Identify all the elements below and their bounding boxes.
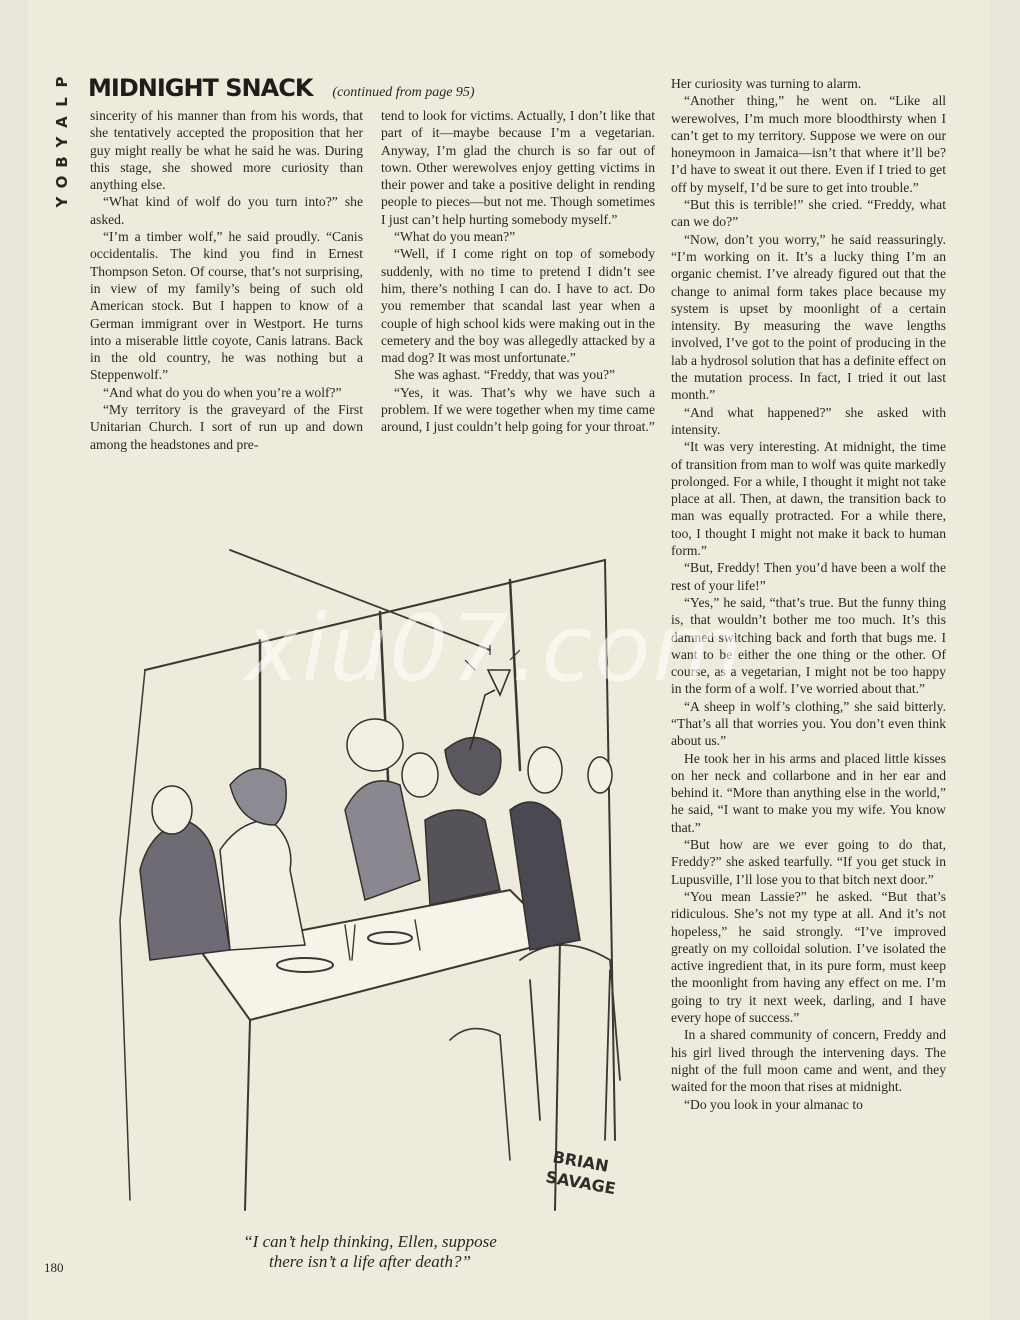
- magazine-name-vertical: [52, 72, 72, 212]
- paragraph: “I’m a timber wolf,” he said proudly. “Canis occidentalis. The kind you find in Ernest Thompson Seton. Of course, that’s not surprising, in view of my family’s being of such old American stock. But I happen to know of a German immigrant over in Westport. He turns into a miserable little coyote, Canis latrans. Back in the old country, he was nothing but a Steppenwolf.”: [90, 229, 363, 383]
- paragraph: “Yes, it was. That’s why we have such a problem. If we were together when my time came around, I just couldn’t help going for your throat.”: [381, 384, 655, 435]
- paragraph: She was aghast. “Freddy, that was you?”: [394, 367, 616, 383]
- paragraph: “My territory is the graveyard of the First Unitarian Church. I sort of run up and down among the headstones and pre-: [90, 402, 363, 452]
- paragraph: “And what do you do when you’re a wolf?”: [103, 384, 342, 400]
- paragraph: “But this is terrible!” she cried. “Freddy, what can we do?”: [671, 197, 946, 230]
- cartoon-caption: [150, 1232, 590, 1272]
- paragraph: “Now, don’t you worry,” he said reassuringly. “I’m working on it. It’s a lucky thing I’m an organic chemist. I’ve already figured out that the change to animal form takes place because my system is upset by moonlight of a certain intensity. By measuring the wave lengths involved, I’ve got to the point of producing in the lab a hydrosol solution that has a definite effect on the mutation process. In fact, I tried it out last month.”: [671, 231, 946, 403]
- paragraph: “And what happened?” she asked with intensity.: [671, 404, 946, 437]
- paragraph: “What kind of wolf do you turn into?” she asked.: [90, 194, 363, 227]
- magazine-letter: Y: [53, 196, 71, 208]
- paragraph: “Yes,” he said, “that’s true. But the funny thing is, that wouldn’t bother me too much. It’s this damned switching back and forth that bugs me. I want to be either the one thing or the other. Of course, as a vegetarian, I might not be too happy in the form of a wolf. I’ve worried about that.”: [671, 594, 946, 697]
- continued-note: (continued from page 95): [332, 85, 475, 100]
- paragraph: “Do you look in your almanac to: [684, 1096, 863, 1112]
- magazine-letter: P: [53, 76, 71, 88]
- paragraph: “But how are we ever going to do that, Freddy?” she asked tearfully. “If you get stuck in Lupusville, I’ll lose you to that bitch next door.”: [671, 837, 946, 887]
- paragraph: In a shared community of concern, Freddy and his girl lived through the intervening days. The night of the full moon came and went, and they waited for the moon that rises at midnight.: [671, 1027, 946, 1095]
- watermark-text: xiu07.com: [245, 595, 745, 702]
- magazine-letter: L: [53, 97, 71, 107]
- paragraph: “What do you mean?”: [394, 229, 516, 245]
- paragraph: “A sheep in wolf’s clothing,” she said bitterly. “That’s all that worries you. You don’t even think about us.”: [671, 698, 946, 749]
- magazine-letter: O: [53, 175, 71, 189]
- caption-line: “I can’t help thinking, Ellen, suppose: [243, 1232, 497, 1251]
- text-column-1: [90, 107, 363, 453]
- artist-signature-line2: SAVAGE: [544, 1167, 618, 1199]
- article-headline: [88, 74, 475, 102]
- paragraph: “But, Freddy! Then you’d have been a wolf the rest of your life!”: [671, 560, 946, 593]
- magazine-letter: B: [53, 156, 71, 168]
- page-number: 180: [44, 1260, 64, 1275]
- article-title: MIDNIGHT SNACK: [88, 74, 313, 102]
- paragraph: “You mean Lassie?” he asked. “But that’s ridiculous. She’s not my type at all. And it’s not hopeless,” he said strongly. “I’ve improved greatly on my colloidal solution. I’ve isolated the active ingredient that, in its pure form, must keep the moonlight from having any effect on me. I’m going to try it next week, darling, and I have every hope of success.”: [671, 888, 946, 1026]
- text-column-3: [671, 75, 946, 1113]
- paragraph: He took her in his arms and placed little kisses on her neck and collarbone and in her ear and behind it. “More than anything else in the world,” he said, “I want to make you my wife. You know that.”: [671, 750, 946, 835]
- artist-signature-line1: BRIAN: [551, 1147, 611, 1176]
- cartoon-illustration: [90, 520, 655, 1222]
- paragraph: “Well, if I come right on top of somebody suddenly, with no time to pretend I didn’t see him, there’s nothing I can do. I have to act. Do you remember that scandal last year when a couple of high school kids were making out in the cemetery and the boy was allegedly attacked by a mad dog? It was most unfortunate.”: [381, 246, 655, 366]
- caption-line: there isn’t a life after death?”: [269, 1252, 471, 1271]
- paragraph: sincerity of his manner than from his words, that she tentatively accepted the proposition that her guy might really be what he said he was. During this stage, she showed more curiosity than anything else.: [90, 108, 363, 193]
- text-column-2: [381, 107, 655, 436]
- paragraph: “Another thing,” he went on. “Like all werewolves, I’m much more bloodthirsty when I can’t get to my territory. Suppose we were on our honeymoon in Jamaica—isn’t that where it’ll be? I’d have to sweat it out there. Even if I tried to get off by myself, I’d be sure to get into trouble.”: [671, 93, 946, 195]
- magazine-letter: A: [53, 116, 71, 128]
- paragraph: “It was very interesting. At midnight, the time of transition from man to wolf was quite markedly prolonged. For a while, I thought it might not take place at all. Then, at dawn, the transition back to man was equally protracted. For a while there, too, I thought I might not make it back to human form.”: [671, 439, 946, 559]
- paragraph: tend to look for victims. Actually, I don’t like that part of it—maybe because I’m a vegetarian. Anyway, I’m glad the church is so far out of town. Other werewolves enjoy getting victims in their power and take a positive delight in rending people to pieces—but not me. Though sometimes I just can’t help hurting somebody myself.”: [381, 108, 655, 227]
- paragraph: Her curiosity was turning to alarm.: [671, 76, 862, 91]
- magazine-letter: Y: [53, 136, 71, 148]
